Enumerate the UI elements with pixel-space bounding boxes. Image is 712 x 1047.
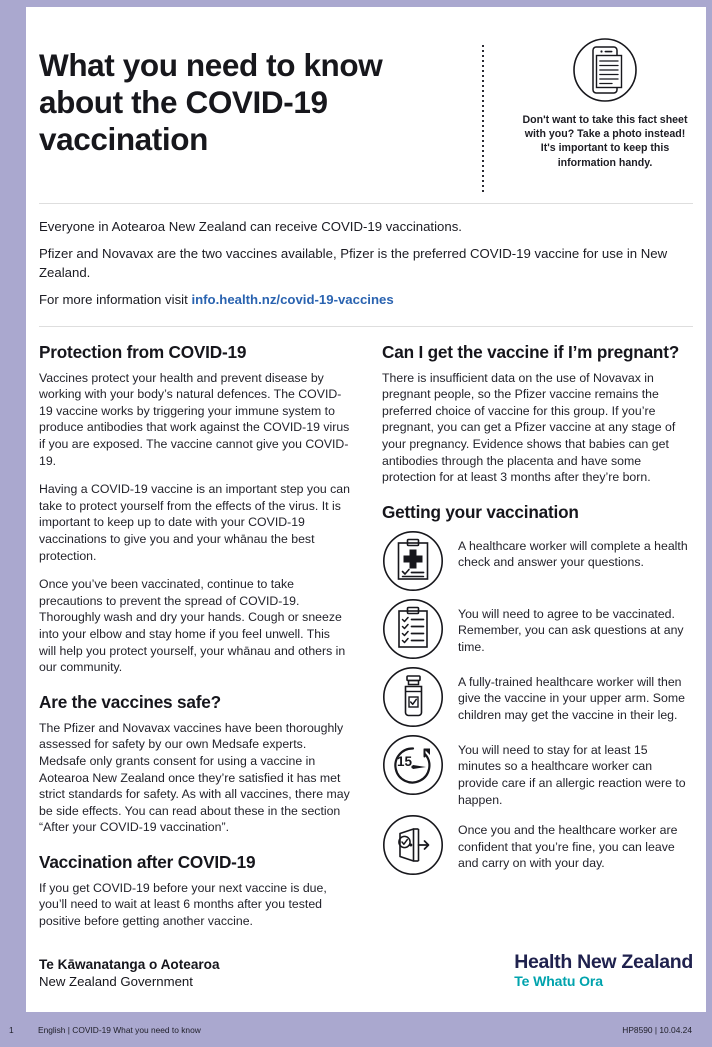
pregnancy-paragraph-1: There is insufficient data on the use of Novavax in pregnant people, so the Pfizer vaccine remains the preferred choice of vaccine for this group. If you’re pregnant, you can get a Pfizer vaccine at any stage of your pregnancy. Evidence shows that babies can get antibodies through the placenta and have some protection for at least 3 months after they’re born. <box>382 370 676 485</box>
intro-line-3 <box>39 291 693 309</box>
clipboard-medical-cross-icon <box>382 530 444 592</box>
section-protection <box>39 342 350 676</box>
safety-heading: Are the vaccines safe? <box>39 691 221 712</box>
protection-paragraph-3: Once you’ve been vaccinated, continue to take precautions to prevent the spread of COVID-19. Thoroughly wash and dry your hands. Cough or sneeze into your elbow and stay home if you feel unwell. This will help you protect yourself, your whānau and others in our community. <box>39 577 346 675</box>
protection-heading: Protection from COVID-19 <box>39 341 247 362</box>
page-number: 1 <box>9 1024 14 1035</box>
list-item <box>382 530 693 592</box>
protection-paragraph-2: Having a COVID-19 vaccine is an important step you can take to protect yourself from the effects of the virus. It is important to keep up to date with your COVID-19 vaccinations to give you and your whānau the best protection. <box>39 482 350 563</box>
health-new-zealand-logo <box>514 952 693 990</box>
fact-sheet <box>26 7 706 1012</box>
page-title: What you need to know about the COVID-19 vaccination <box>39 47 383 157</box>
covid-vaccines-link[interactable]: info.health.nz/covid-19-vaccines <box>191 292 394 308</box>
vaccine-vial-icon <box>382 666 444 728</box>
photo-callout <box>517 37 693 170</box>
header-dotted-divider <box>482 45 484 195</box>
checklist-clipboard-icon <box>382 598 444 660</box>
list-item-label: A healthcare worker will complete a health check and answer your questions. <box>458 538 688 570</box>
list-item-label: You will need to agree to be vaccinated. Remember, you can ask questions at any time. <box>458 606 684 654</box>
vaccination-steps-list <box>382 530 693 876</box>
list-item-label: You will need to stay for at least 15 minutes so a healthcare worker can provide care if an allergic reaction were to happen. <box>458 742 686 807</box>
protection-paragraph-1: Vaccines protect your health and prevent disease by working with your body’s natural defences. The COVID-19 vaccine works by triggering your immune system to produce antibodies that work against the COVID-19 virus if you are exposed. The vaccine cannot give you COVID-19. <box>39 370 350 468</box>
right-column <box>382 342 693 930</box>
hnz-logo-main: Health New Zealand <box>514 951 693 973</box>
footer-document-code: HP8590 | 10.04.24 <box>622 1024 692 1035</box>
intro-link-prefix: For more information visit <box>39 292 192 308</box>
footer-document-label: English | COVID-19 What you need to know <box>38 1024 201 1035</box>
header-rule <box>39 203 693 204</box>
photo-callout-text: Don't want to take this fact sheet with you? Take a photo instead! It's important to keep this information handy. <box>522 114 688 169</box>
pregnancy-heading: Can I get the vaccine if I’m pregnant? <box>382 341 680 362</box>
intro-rule <box>39 326 693 327</box>
timer-label: 15 <box>396 753 413 769</box>
content-columns <box>39 342 693 930</box>
section-vaccine-safety <box>39 692 350 836</box>
list-item <box>382 734 693 808</box>
list-item <box>382 814 693 876</box>
safety-paragraph-1: The Pfizer and Novavax vaccines have been thoroughly assessed for safety by our own Medsafe experts. Medsafe only grants consent for using a vaccine in Aotearoa New Zealand once they’re satisfied it has met strict standards for safety. As with all vaccines, there may be side effects. You can read about these in the section “After your COVID-19 vaccination”. <box>39 720 350 835</box>
left-column <box>39 342 350 930</box>
phone-document-icon <box>572 37 638 103</box>
footer-lockups <box>39 952 693 990</box>
govt-logo-maori: Te Kāwanatanga o Aotearoa <box>39 957 220 972</box>
intro-block <box>39 218 693 314</box>
header <box>39 25 693 203</box>
fifteen-minute-timer-icon <box>382 734 444 796</box>
govt-logo-english: New Zealand Government <box>39 974 193 989</box>
getting-vaccination-heading: Getting your vaccination <box>382 501 579 522</box>
list-item-label: Once you and the healthcare worker are confident that you’re fine, you can leave and carry on with your day. <box>458 823 678 871</box>
footer-bar <box>0 1012 712 1047</box>
after-covid-paragraph-1: If you get COVID-19 before your next vaccine is due, you’ll need to wait at least 6 months after you tested positive before getting another vaccine. <box>39 880 327 929</box>
section-vaccination-after-covid <box>39 852 350 930</box>
list-item <box>382 598 693 660</box>
exit-door-check-icon <box>382 814 444 876</box>
section-getting-your-vaccination <box>382 502 693 876</box>
after-covid-heading: Vaccination after COVID-19 <box>39 851 256 872</box>
intro-line-2: Pfizer and Novavax are the two vaccines available, Pfizer is the preferred COVID-19 vaccine for use in New Zealand. <box>39 246 668 280</box>
list-item-label: A fully-trained healthcare worker will then give the vaccine in your upper arm. Some children may get the vaccine in their leg. <box>458 674 685 722</box>
section-pregnancy <box>382 342 693 486</box>
nz-government-logo <box>39 956 220 990</box>
intro-line-1: Everyone in Aotearoa New Zealand can receive COVID-19 vaccinations. <box>39 219 462 234</box>
hnz-logo-sub: Te Whatu Ora <box>514 973 603 989</box>
sheet-content <box>39 25 693 1000</box>
list-item <box>382 666 693 728</box>
